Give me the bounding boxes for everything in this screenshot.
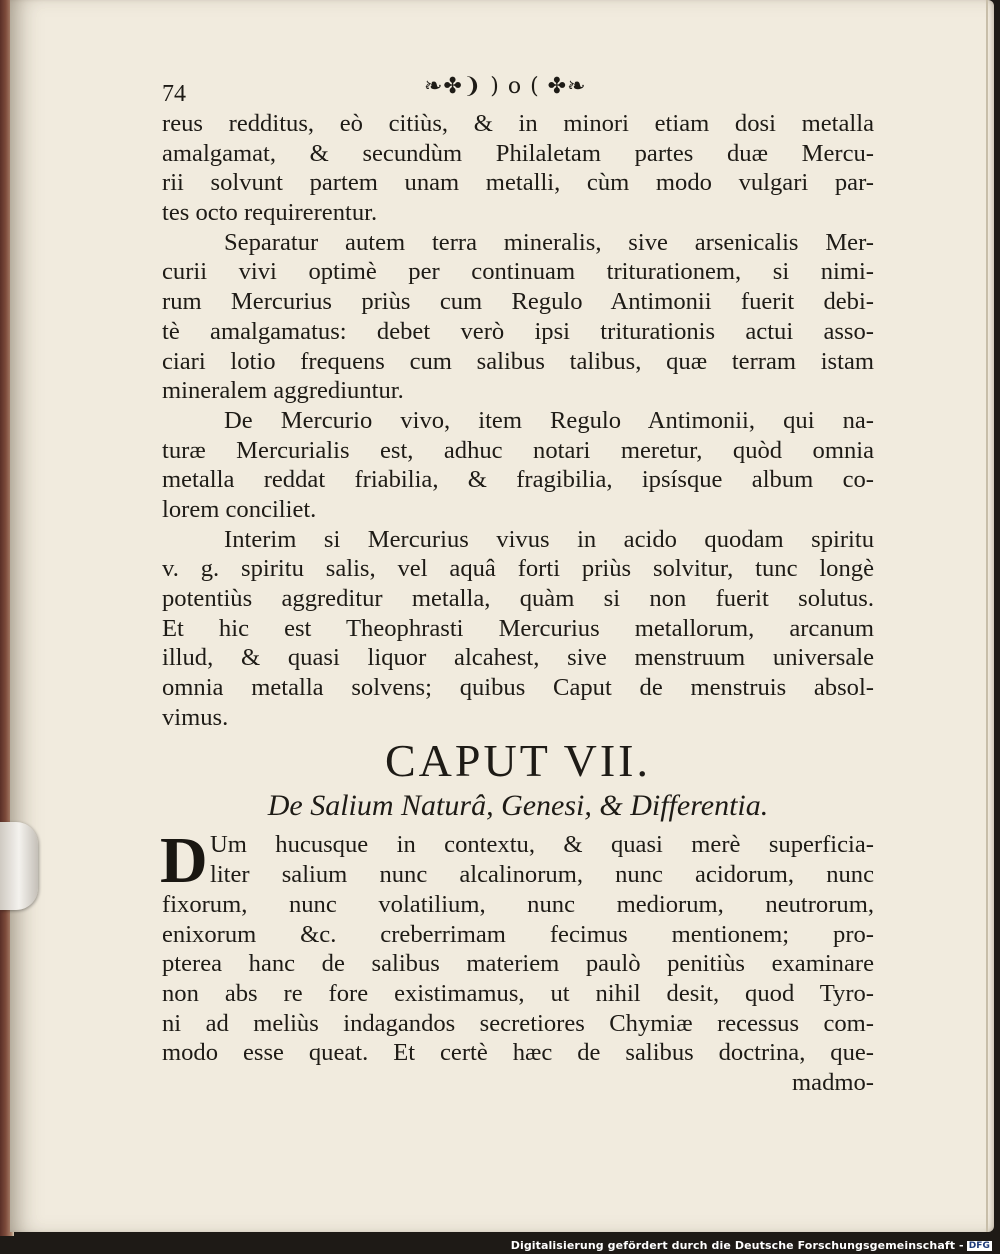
text-line: fixorum, nunc volatilium, nunc mediorum, neutrorum, — [162, 890, 874, 918]
text-line: ni ad meliùs indagandos secretiores Chymiæ recessus com- — [162, 1009, 874, 1037]
page-clip — [0, 822, 38, 910]
text-line: ciari lotio frequens cum salibus talibus, quæ terram istam — [162, 347, 874, 375]
text-line: omnia metalla solvens; quibus Caput de menstruis absol- — [162, 674, 874, 702]
text-line: non abs re fore existimamus, ut nihil desit, quod Tyro- — [162, 979, 874, 1007]
paragraph-4 — [162, 525, 874, 733]
text-line: curii vivi optimè per continuam triturationem, si nimi- — [162, 258, 874, 286]
chapter-subtitle: De Salium Naturâ, Genesi, & Differentia. — [267, 789, 769, 823]
text-line: rii solvunt partem unam metalli, cùm modo vulgari par- — [162, 169, 874, 197]
text-line: modo esse queat. Et certè hæc de salibus doctrina, que- — [162, 1039, 874, 1067]
text-line: reus redditus, eò citiùs, & in minori etiam dosi metalla — [162, 110, 874, 137]
text-line: turæ Mercurialis est, adhuc notari meretur, quòd omnia — [162, 436, 874, 464]
text-line: amalgamat, & secundùm Philaletam partes duæ Mercu- — [162, 139, 874, 167]
text-line: illud, & quasi liquor alcahest, sive menstruum universale — [162, 644, 874, 672]
text-line: liter salium nunc alcalinorum, nunc acidorum, nunc — [210, 861, 874, 889]
text-line: rum Mercurius priùs cum Regulo Antimonii fuerit debi- — [162, 288, 874, 316]
paragraph-2 — [162, 228, 874, 406]
page-number: 74 — [162, 81, 186, 107]
text-line: v. g. spiritu salis, vel aquâ forti priùs solvitur, tunc longè — [162, 555, 874, 583]
text-line: De Mercurio vivo, item Regulo Antimonii, qui na- — [224, 406, 874, 434]
text-line: enixorum &c. creberrimam fecimus mentionem; pro- — [162, 920, 874, 948]
credit-text: Digitalisierung gefördert durch die Deutsche Forschungsgemeinschaft - — [510, 1239, 964, 1252]
text-line: pterea hanc de salibus materiem paulò penitiùs examinare — [162, 950, 874, 978]
chapter-title: CAPUT VII. — [385, 735, 651, 787]
drop-cap-initial: D — [160, 824, 208, 898]
text-line: mineralem aggrediuntur. — [162, 377, 404, 405]
text-line: tè amalgamatus: debet verò ipsi triturationis actui asso- — [162, 317, 874, 345]
catchword: madmo- — [792, 1068, 874, 1096]
text-line: metalla reddat friabilia, & fragibilia, ipsísque album co- — [162, 466, 874, 494]
text-line: Separatur autem terra mineralis, sive arsenicalis Mer- — [224, 228, 874, 256]
text-line: Et hic est Theophrasti Mercurius metallorum, arcanum — [162, 614, 874, 642]
page-edge — [986, 0, 988, 1232]
page-text-block — [162, 72, 874, 1098]
paragraph-3 — [162, 406, 874, 525]
header-ornament: ❧✤❩ ) o ( ✤❧ — [424, 74, 587, 99]
dfg-logo: DFG — [968, 1241, 990, 1251]
text-line: tes octo requirerentur. — [162, 199, 378, 227]
text-line: potentiùs aggreditur metalla, quàm si non fuerit solutus. — [162, 585, 874, 612]
paragraph-5 — [160, 824, 874, 1097]
text-line: Um hucusque in contextu, & quasi merè superficia- — [210, 831, 874, 859]
text-line: lorem conciliet. — [162, 495, 317, 523]
text-line: vimus. — [162, 703, 229, 731]
paragraph-1 — [162, 109, 874, 228]
running-head — [162, 72, 874, 109]
digitization-credit — [511, 1239, 992, 1252]
text-line: Interim si Mercurius vivus in acido quodam spiritu — [224, 525, 874, 553]
